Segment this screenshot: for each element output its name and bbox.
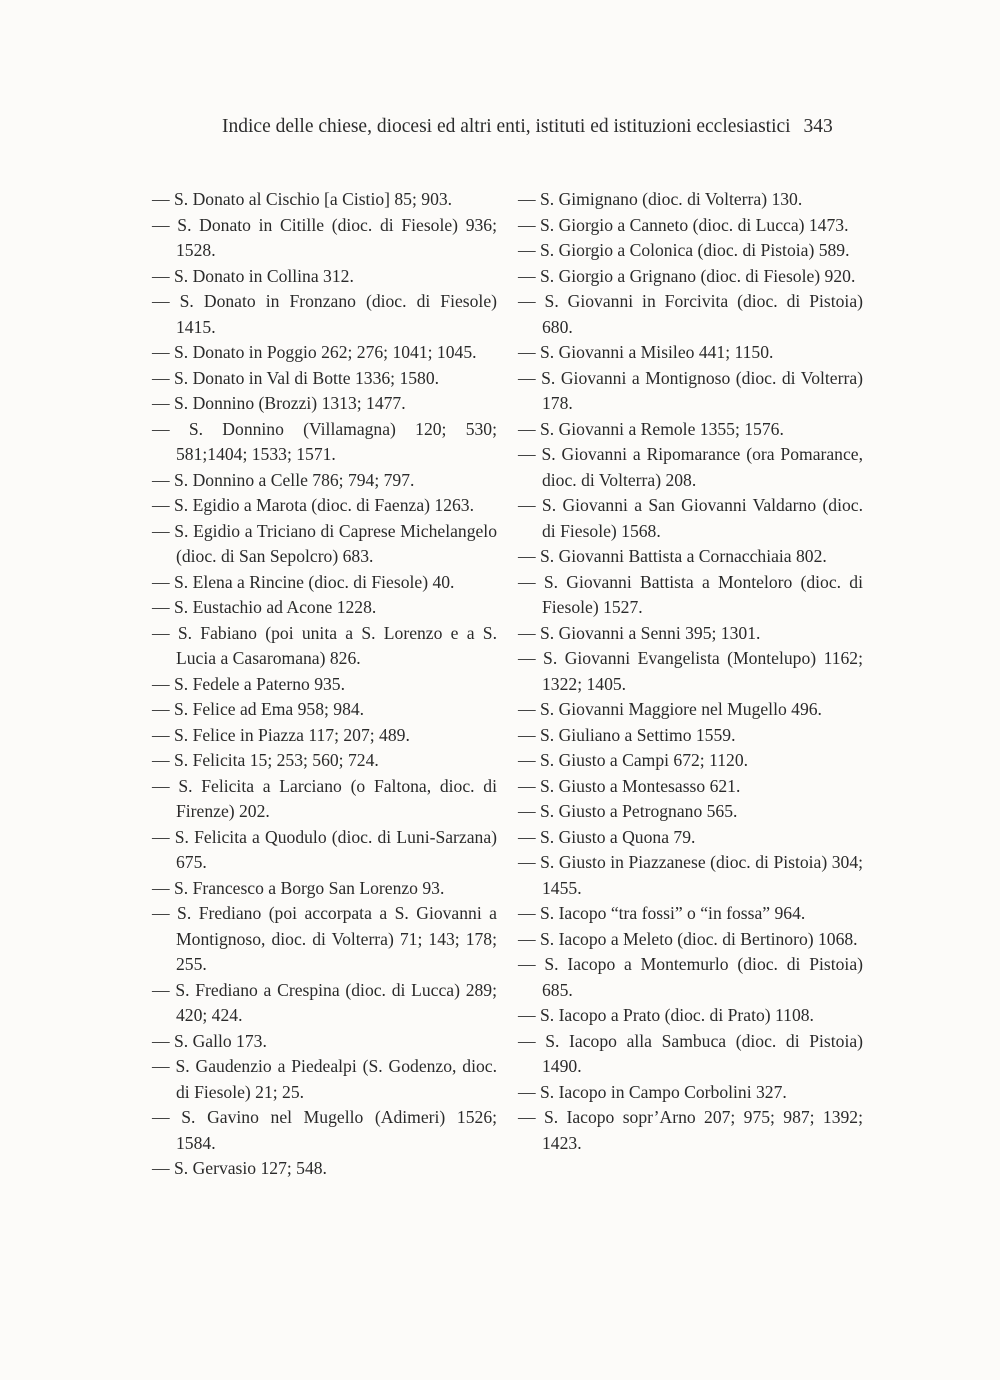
index-entry: — S. Donnino a Celle 786; 794; 797. bbox=[152, 469, 415, 490]
index-column-right bbox=[518, 187, 863, 1156]
index-entry: — S. Giovanni Battista a Cornacchiaia 802. bbox=[518, 546, 827, 566]
index-entry: — S. Iacopo “tra fossi” o “in fossa” 964. bbox=[518, 903, 806, 923]
index-entry: — S. Donato al Cischio [a Cistio] 85; 903. bbox=[152, 189, 453, 209]
index-entry: — S. Giovanni Evangelista (Montelupo) 1162; 1322; 1405. bbox=[518, 648, 863, 694]
index-entry: — S. Giorgio a Colonica (dioc. di Pistoia) 589. bbox=[518, 240, 850, 260]
index-entry: — S. Gimignano (dioc. di Volterra) 130. bbox=[518, 189, 803, 209]
index-entry: — S. Giovanni a Remole 1355; 1576. bbox=[518, 418, 784, 439]
index-entry: — S. Giovanni Maggiore nel Mugello 496. bbox=[518, 699, 822, 719]
header-title: Indice delle chiese, diocesi ed altri enti, istituti ed istituzioni ecclesiastici bbox=[222, 116, 791, 137]
index-entry: — S. Giusto a Quona 79. bbox=[518, 826, 696, 847]
index-entry: — S. Giovanni a Ripomarance (ora Pomarance, dioc. di Volterra) 208. bbox=[518, 444, 863, 490]
index-entry: — S. Giorgio a Canneto (dioc. di Lucca) 1473. bbox=[518, 214, 849, 235]
index-entry: — S. Giovanni a Senni 395; 1301. bbox=[518, 622, 761, 643]
index-entry: — S. Felicita 15; 253; 560; 724. bbox=[152, 750, 379, 770]
index-entry: — S. Donnino (Villamagna) 120; 530; 581;1404; 1533; 1571. bbox=[152, 418, 497, 464]
index-entry: — S. Giuliano a Settimo 1559. bbox=[518, 724, 736, 745]
index-entry: — S. Giovanni Battista a Monteloro (dioc. di Fiesole) 1527. bbox=[518, 571, 863, 617]
index-column-left bbox=[152, 187, 497, 1182]
index-entry: — S. Giovanni in Forcivita (dioc. di Pistoia) 680. bbox=[518, 291, 863, 337]
index-entry: — S. Gallo 173. bbox=[152, 1030, 267, 1051]
index-entry: — S. Donnino (Brozzi) 1313; 1477. bbox=[152, 393, 406, 413]
index-entry: — S. Giusto in Piazzanese (dioc. di Pistoia) 304; 1455. bbox=[518, 852, 863, 898]
index-entry: — S. Iacopo in Campo Corbolini 327. bbox=[518, 1081, 787, 1102]
page-number: 343 bbox=[803, 116, 833, 137]
running-header bbox=[222, 113, 862, 141]
index-entry: — S. Gaudenzio a Piedealpi (S. Godenzo, dioc. di Fiesole) 21; 25. bbox=[152, 1056, 497, 1102]
index-entry: — S. Frediano (poi accorpata a S. Giovanni a Montignoso, dioc. di Volterra) 71; 143; 178; 255. bbox=[152, 903, 497, 974]
index-entry: — S. Frediano a Crespina (dioc. di Lucca) 289; 420; 424. bbox=[152, 979, 497, 1025]
index-entry: — S. Giovanni a Montignoso (dioc. di Volterra) 178. bbox=[518, 367, 863, 413]
index-entry: — S. Giovanni a Misileo 441; 1150. bbox=[518, 342, 774, 362]
index-entry: — S. Donato in Collina 312. bbox=[152, 265, 354, 286]
index-entry: — S. Giusto a Petrognano 565. bbox=[518, 801, 738, 821]
index-entry: — S. Francesco a Borgo San Lorenzo 93. bbox=[152, 877, 445, 898]
index-entry: — S. Elena a Rincine (dioc. di Fiesole) 40. bbox=[152, 571, 455, 592]
index-entry: — S. Giovanni a San Giovanni Valdarno (dioc. di Fiesole) 1568. bbox=[518, 495, 863, 541]
index-entry: — S. Iacopo a Montemurlo (dioc. di Pistoia) 685. bbox=[518, 954, 863, 1000]
index-entry: — S. Donato in Poggio 262; 276; 1041; 1045. bbox=[152, 342, 477, 362]
index-entry: — S. Giusto a Campi 672; 1120. bbox=[518, 750, 749, 770]
index-entry: — S. Felicita a Quodulo (dioc. di Luni-Sarzana) 675. bbox=[152, 826, 497, 872]
index-entry: — S. Giusto a Montesasso 621. bbox=[518, 775, 741, 796]
index-entry: — S. Donato in Val di Botte 1336; 1580. bbox=[152, 367, 440, 388]
index-entry: — S. Iacopo a Meleto (dioc. di Bertinoro) 1068. bbox=[518, 928, 858, 949]
index-entry: — S. Iacopo alla Sambuca (dioc. di Pistoia) 1490. bbox=[518, 1030, 863, 1076]
index-entry: — S. Fedele a Paterno 935. bbox=[152, 673, 346, 694]
index-entry: — S. Iacopo sopr’Arno 207; 975; 987; 1392; 1423. bbox=[518, 1107, 863, 1153]
index-entry: — S. Iacopo a Prato (dioc. di Prato) 1108. bbox=[518, 1005, 814, 1025]
index-entry: — S. Gervasio 127; 548. bbox=[152, 1158, 327, 1178]
index-entry: — S. Donato in Fronzano (dioc. di Fiesole) 1415. bbox=[152, 291, 497, 337]
index-entry: — S. Eustachio ad Acone 1228. bbox=[152, 597, 377, 617]
index-entry: — S. Felicita a Larciano (o Faltona, dioc. di Firenze) 202. bbox=[152, 775, 497, 821]
index-entry: — S. Egidio a Triciano di Caprese Michelangelo (dioc. di San Sepolcro) 683. bbox=[152, 520, 497, 566]
index-entry: — S. Gavino nel Mugello (Adimeri) 1526; 1584. bbox=[152, 1107, 497, 1153]
index-entry: — S. Egidio a Marota (dioc. di Faenza) 1263. bbox=[152, 495, 474, 515]
index-entry: — S. Fabiano (poi unita a S. Lorenzo e a S. Lucia a Casaromana) 826. bbox=[152, 622, 497, 668]
index-entry: — S. Donato in Citille (dioc. di Fiesole) 936; 1528. bbox=[152, 214, 497, 260]
index-entry: — S. Felice in Piazza 117; 207; 489. bbox=[152, 724, 410, 745]
index-entry: — S. Giorgio a Grignano (dioc. di Fiesole) 920. bbox=[518, 265, 856, 286]
index-entry: — S. Felice ad Ema 958; 984. bbox=[152, 699, 365, 719]
